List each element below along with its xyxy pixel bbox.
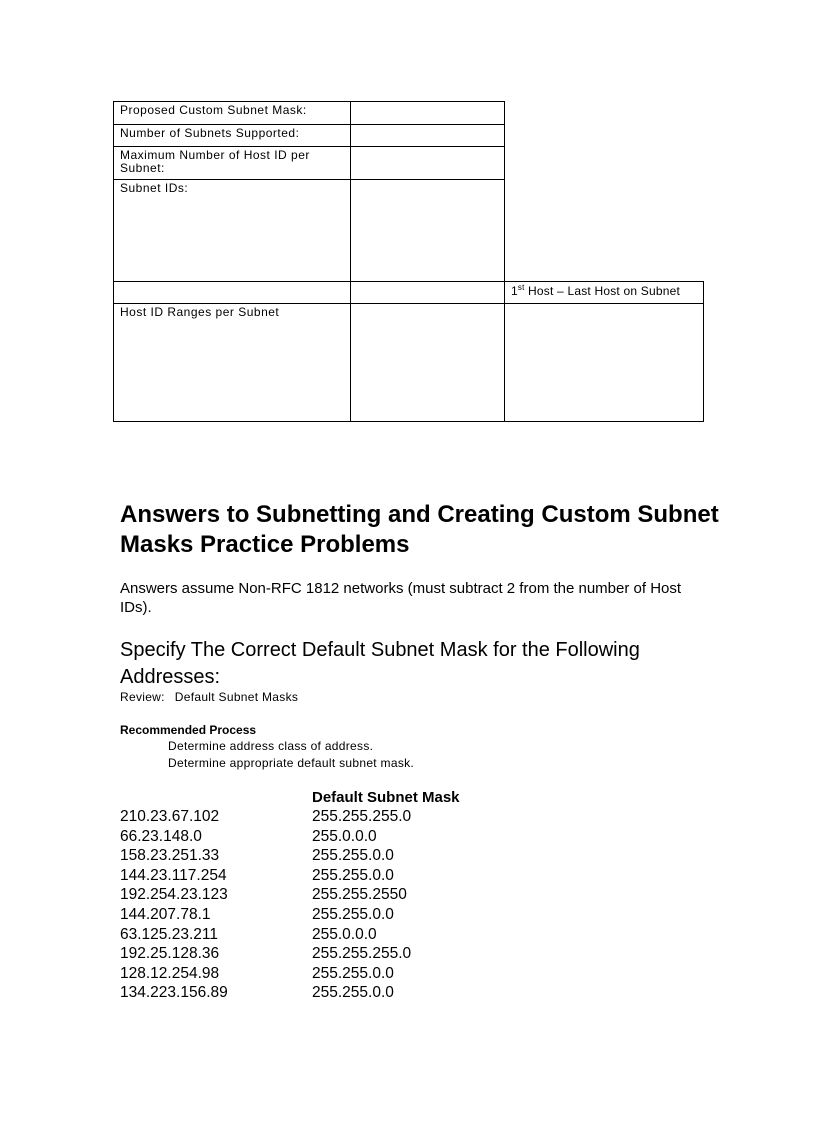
address-value: 134.223.156.89 [120,984,228,1002]
address-row [120,885,620,905]
mask-value: 255.255.0.0 [312,984,394,1002]
mask-value: 255.255.255.0 [312,808,412,825]
range-header-cell [504,281,704,304]
max-hosts-label: Maximum Number of Host ID per Subnet: [113,146,351,180]
address-row [120,944,620,964]
address-value: 144.207.78.1 [120,905,211,923]
proposed-mask-answer-cell [350,101,505,125]
range-header-blank-cell [113,281,351,304]
process-step: Determine address class of address. [168,739,374,753]
range-header-number: 1 [511,284,518,298]
max-hosts-answer-cell [350,146,505,180]
review-label: Review: [120,690,165,704]
address-row [120,866,620,886]
proposed-mask-label: Proposed Custom Subnet Mask: [113,101,351,125]
address-row [120,827,620,847]
mask-value: 255.0.0.0 [312,827,377,845]
default-mask-column-header: Default Subnet Mask [312,789,460,806]
address-row [120,846,620,866]
address-row [120,983,620,1003]
section-title: Specify The Correct Default Subnet Mask for the Following Addresses: [120,639,640,688]
review-topic: Default Subnet Masks [174,690,299,704]
mask-value: 255.0.0.0 [312,925,377,943]
mask-value: 255.255.255.0 [312,945,412,963]
host-ranges-answer-cell [350,303,505,422]
range-header-blank-cell-2 [350,281,505,304]
range-header-text: Host – Last Host on Subnet [524,284,680,298]
address-row [120,964,620,984]
address-value: 66.23.148.0 [120,827,202,845]
host-ranges-label: Host ID Ranges per Subnet [113,303,351,422]
num-subnets-label: Number of Subnets Supported: [113,124,351,147]
process-step: Determine appropriate default subnet mask. [168,756,415,770]
process-title: Recommended Process [120,723,257,737]
answers-title: Answers to Subnetting and Creating Custom Subnet Masks Practice Problems [120,501,719,558]
mask-value: 255.255.0.0 [312,905,394,923]
address-row [120,807,620,827]
mask-value: 255.255.0.0 [312,866,394,884]
address-value: 128.12.254.98 [120,964,220,982]
host-ranges-range-cell [504,303,704,422]
address-row [120,925,620,945]
mask-value: 255.255.0.0 [312,847,394,865]
address-value: 144.23.117.254 [120,866,227,884]
address-value: 192.25.128.36 [120,945,220,963]
subnet-ids-answer-cell [350,179,505,282]
num-subnets-answer-cell [350,124,505,147]
range-header-ordinal: st [517,283,525,292]
address-row [120,905,620,925]
worksheet-table [113,101,704,422]
address-mask-list [120,807,620,1003]
answers-intro: Answers assume Non-RFC 1812 networks (must subtract 2 from the number of Host IDs). [120,580,682,616]
address-value: 192.254.23.123 [120,886,228,904]
address-value: 210.23.67.102 [120,808,220,825]
address-value: 63.125.23.211 [120,925,218,943]
mask-value: 255.255.2550 [312,886,407,904]
subnet-ids-label: Subnet IDs: [113,179,351,282]
address-value: 158.23.251.33 [120,847,220,865]
review-line [120,690,298,705]
mask-value: 255.255.0.0 [312,964,394,982]
